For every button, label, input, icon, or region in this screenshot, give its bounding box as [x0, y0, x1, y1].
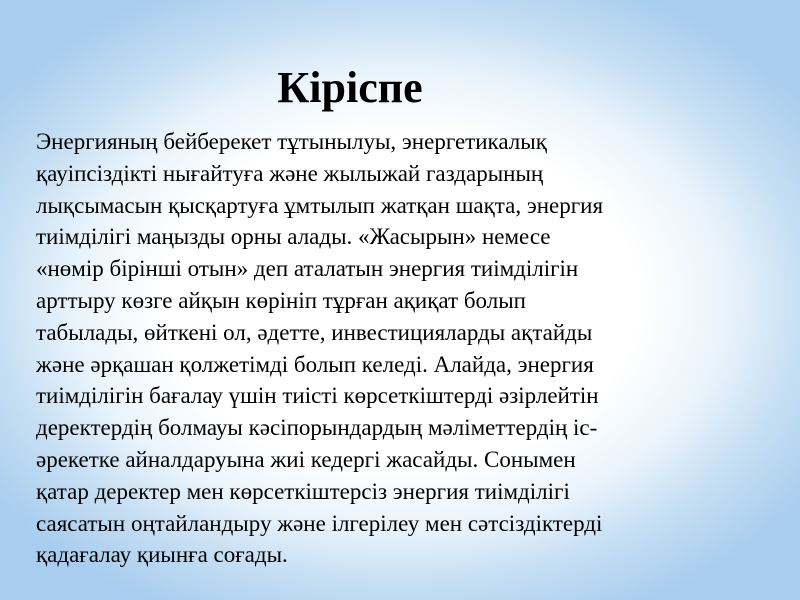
body-line: қадағалау қиынға соғады.: [36, 542, 288, 568]
body-line: деректердің болмауы кәсіпорындардың мәліметтердің іс-: [36, 415, 598, 441]
slide-title: Кіріспе: [277, 63, 423, 112]
body-line: Энергияның бейберекет тұтынылуы, энергетикалық: [36, 129, 547, 154]
body-line: және әрқашан қолжетімді болып келеді. Алайда, энергия: [36, 351, 594, 377]
body-line: әрекетке айналдаруына жиі кедергі жасайды. Сонымен: [36, 446, 576, 472]
body-line: қауіпсіздікті нығайтуға және жылыжай газдарының: [36, 160, 544, 186]
body-line: саясатын оңтайландыру және ілгерілеу мен сәтсіздіктерді: [36, 510, 603, 536]
body-line: тиімділігі маңызды орны алады. «Жасырын» немесе: [36, 224, 551, 250]
body-line: табылады, өйткені ол, әдетте, инвестицияларды ақтайды: [36, 319, 593, 345]
body-line: арттыру көзге айқын көрініп тұрған ақиқат болып: [36, 287, 526, 313]
body-line: қатар деректер мен көрсеткіштерсіз энергия тиімділігі: [36, 478, 570, 504]
body-line: «нөмір бірінші отын» деп аталатын энергия тиімділігін: [36, 256, 579, 282]
slide-body-text: [36, 126, 776, 571]
body-line: тиімділігін бағалау үшін тиісті көрсеткіштерді әзірлейтін: [36, 383, 599, 409]
body-line: лықсымасын қысқартуға ұмтылып жатқан шақта, энергия: [36, 192, 604, 218]
